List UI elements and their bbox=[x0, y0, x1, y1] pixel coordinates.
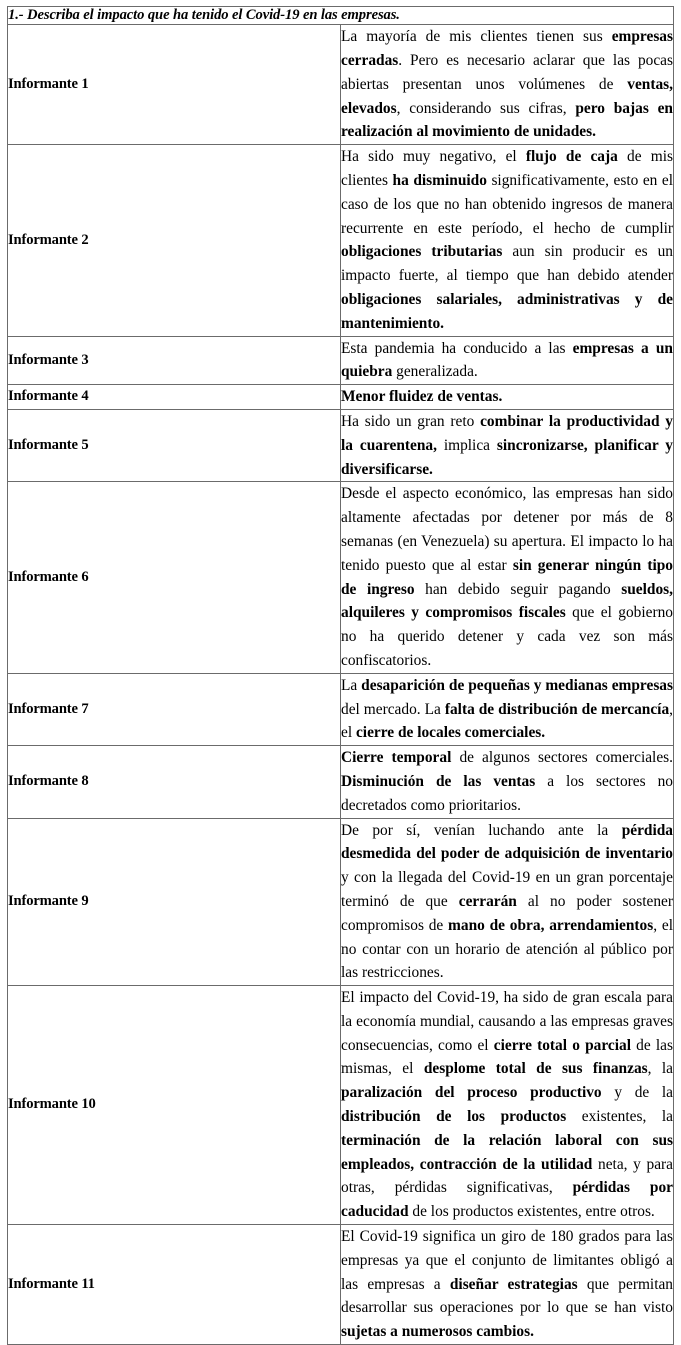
answer-emphasis: mano de obra, arrendamientos bbox=[448, 916, 654, 934]
answer-text bbox=[341, 986, 673, 1224]
answer-emphasis: flujo de caja bbox=[525, 148, 618, 166]
answer-emphasis: Cierre temporal bbox=[341, 749, 452, 767]
informant-label-cell: Informante 9 bbox=[8, 818, 341, 986]
answer-plain: Esta pandemia ha conducido a las bbox=[341, 339, 573, 357]
answer-text bbox=[341, 337, 673, 385]
answer-emphasis: ventas, elevados bbox=[341, 75, 673, 117]
answer-plain: La bbox=[341, 676, 362, 694]
answer-plain: de algunos sectores comerciales. bbox=[451, 749, 673, 767]
table-row bbox=[8, 986, 674, 1225]
answer-emphasis: sin generar ningún tipo de ingreso bbox=[341, 556, 673, 598]
answer-text bbox=[341, 385, 673, 409]
answer-emphasis: obligaciones tributarias bbox=[341, 243, 503, 261]
table-row bbox=[8, 818, 674, 986]
answer-text bbox=[341, 25, 673, 144]
informant-label-cell: Informante 4 bbox=[8, 385, 341, 410]
informant-label-cell: Informante 3 bbox=[8, 336, 341, 385]
answer-plain: Ha sido un gran reto bbox=[341, 412, 481, 430]
table-row bbox=[8, 673, 674, 745]
answer-emphasis: desaparición de pequeñas y medianas empresas bbox=[361, 676, 673, 694]
answer-plain: neta, y para otras, pérdidas significativas, bbox=[341, 1155, 673, 1197]
informant-label-cell: Informante 7 bbox=[8, 673, 341, 745]
table-row bbox=[8, 409, 674, 481]
question-header-row bbox=[8, 7, 674, 25]
table-row bbox=[8, 1225, 674, 1345]
answer-emphasis: combinar la productividad y la cuarentena, bbox=[341, 412, 673, 454]
answer-plain: El Covid-19 significa un giro de 180 grados para las empresas ya que el conjunto de limitantes obligó a las empresas a bbox=[341, 1228, 673, 1293]
answer-plain: de mis clientes bbox=[341, 148, 673, 189]
informant-answer-cell bbox=[341, 986, 674, 1225]
answer-plain: , el no contar con un horario de atención al público por las restricciones. bbox=[341, 916, 673, 982]
answer-emphasis: diseñar estrategias bbox=[449, 1275, 578, 1293]
answer-emphasis: empresas a un quiebra bbox=[341, 339, 673, 381]
interview-table bbox=[7, 6, 674, 1345]
answer-emphasis: cerrarán bbox=[458, 892, 517, 910]
informant-answer-cell bbox=[341, 145, 674, 336]
informant-answer-cell bbox=[341, 482, 674, 673]
table-row bbox=[8, 385, 674, 410]
informant-answer-cell bbox=[341, 1225, 674, 1345]
informant-answer-cell bbox=[341, 385, 674, 410]
informant-answer-cell bbox=[341, 746, 674, 818]
answer-text bbox=[341, 410, 673, 481]
informant-answer-cell bbox=[341, 25, 674, 145]
answer-plain: a los sectores no decretados como prioritarios. bbox=[341, 772, 673, 814]
informant-label-cell: Informante 6 bbox=[8, 482, 341, 673]
informant-label-cell: Informante 11 bbox=[8, 1225, 341, 1345]
answer-text bbox=[341, 746, 673, 817]
answer-emphasis: Disminución de las ventas bbox=[341, 772, 536, 790]
answer-plain: han debido seguir pagando bbox=[414, 580, 622, 598]
answer-emphasis: pérdida desmedida del poder de adquisición de inventario bbox=[341, 821, 673, 863]
answer-plain: Ha sido muy negativo, el bbox=[341, 148, 526, 166]
answer-emphasis: sincronizarse, planificar y diversificarse. bbox=[341, 436, 673, 478]
answer-plain: que permitan desarrollar sus operaciones por lo que se han visto bbox=[341, 1275, 673, 1317]
answer-emphasis: pero bajas en realización al movimiento de unidades. bbox=[341, 99, 673, 141]
table-row bbox=[8, 336, 674, 385]
answer-emphasis: paralización del proceso productivo bbox=[341, 1084, 602, 1102]
answer-text bbox=[341, 674, 673, 745]
table-row bbox=[8, 482, 674, 673]
answer-plain: implica bbox=[436, 436, 497, 454]
informant-label-cell: Informante 5 bbox=[8, 409, 341, 481]
answer-emphasis: sujetas a numerosos cambios. bbox=[341, 1323, 534, 1341]
answer-plain: La mayoría de mis clientes tienen sus bbox=[341, 28, 612, 46]
answer-plain: al no poder sostener compromisos de bbox=[341, 892, 673, 934]
answer-plain: de las mismas, el bbox=[341, 1036, 673, 1078]
answer-plain: y de la bbox=[601, 1084, 674, 1102]
informant-answer-cell bbox=[341, 336, 674, 385]
answer-plain: , el bbox=[341, 700, 673, 742]
answer-plain: de los productos existentes, entre otros. bbox=[408, 1203, 655, 1221]
informant-label-cell: Informante 8 bbox=[8, 746, 341, 818]
answer-emphasis: Menor fluidez de ventas. bbox=[341, 388, 503, 406]
table-row bbox=[8, 746, 674, 818]
informant-answer-cell bbox=[341, 673, 674, 745]
answer-emphasis: ha disminuido bbox=[392, 172, 487, 189]
table-row bbox=[8, 25, 674, 145]
answer-text bbox=[341, 1225, 673, 1344]
answer-emphasis: obligaciones salariales, administrativas y de mantenimiento. bbox=[341, 290, 673, 332]
answer-plain: existentes, la bbox=[566, 1108, 673, 1126]
answer-emphasis: terminación de la relación laboral con sus empleados, contracción de la utilidad bbox=[341, 1131, 673, 1173]
answer-plain: significativamente, esto en el caso de los que no han obtenido ingresos de manera recurrente en este período, el hecho de cumplir bbox=[341, 172, 673, 237]
answer-emphasis: empresas cerradas bbox=[341, 28, 673, 70]
answer-emphasis: desplome total de sus finanzas bbox=[423, 1060, 648, 1078]
question-header-cell: 1.- Describa el impacto que ha tenido el Covid-19 en las empresas. bbox=[8, 7, 674, 25]
answer-emphasis: falta de distribución de mercancía bbox=[444, 700, 670, 718]
informant-label-cell: Informante 2 bbox=[8, 145, 341, 336]
answer-plain: aun sin producir es un impacto fuerte, al tiempo que han debido atender bbox=[341, 243, 673, 285]
answer-text bbox=[341, 819, 673, 986]
answer-plain: De por sí, venían luchando ante la bbox=[341, 821, 622, 839]
table-row bbox=[8, 145, 674, 336]
informant-label-cell: Informante 10 bbox=[8, 986, 341, 1225]
answer-plain: , considerando sus cifras, bbox=[396, 99, 576, 117]
answer-plain: . Pero es necesario aclarar que las pocas abiertas presentan unos volúmenes de bbox=[341, 52, 673, 93]
answer-emphasis: pérdidas por caducidad bbox=[341, 1179, 673, 1221]
answer-plain: Desde el aspecto económico, las empresas han sido altamente afectadas por detener por más de 8 semanas (en Venezuela) su apertura. El impacto lo ha tenido puesto que al estar bbox=[341, 485, 673, 574]
answer-emphasis: cierre total o parcial bbox=[493, 1036, 631, 1054]
answer-plain: del mercado. La bbox=[341, 700, 445, 718]
answer-plain: y con la llegada del Covid-19 en un gran porcentaje terminó de que bbox=[341, 869, 673, 910]
answer-emphasis: cierre de locales comerciales. bbox=[355, 724, 546, 742]
informant-answer-cell bbox=[341, 818, 674, 986]
answer-plain: El impacto del Covid-19, ha sido de gran escala para la economía mundial, causando a las empresas graves consecuencias, como el bbox=[341, 989, 673, 1054]
informant-answer-cell bbox=[341, 409, 674, 481]
informant-label-cell: Informante 1 bbox=[8, 25, 341, 145]
answer-text bbox=[341, 145, 673, 335]
answer-plain: que el gobierno no ha querido detener y cada vez son más confiscatorios. bbox=[341, 604, 673, 669]
answer-plain: , la bbox=[647, 1060, 674, 1078]
answer-plain: generalizada. bbox=[392, 363, 478, 381]
answer-emphasis: sueldos, alquileres y compromisos fiscales bbox=[341, 580, 673, 622]
answer-text bbox=[341, 482, 673, 672]
interview-table-body bbox=[8, 7, 674, 1345]
answer-emphasis: distribución de los productos bbox=[341, 1108, 567, 1126]
